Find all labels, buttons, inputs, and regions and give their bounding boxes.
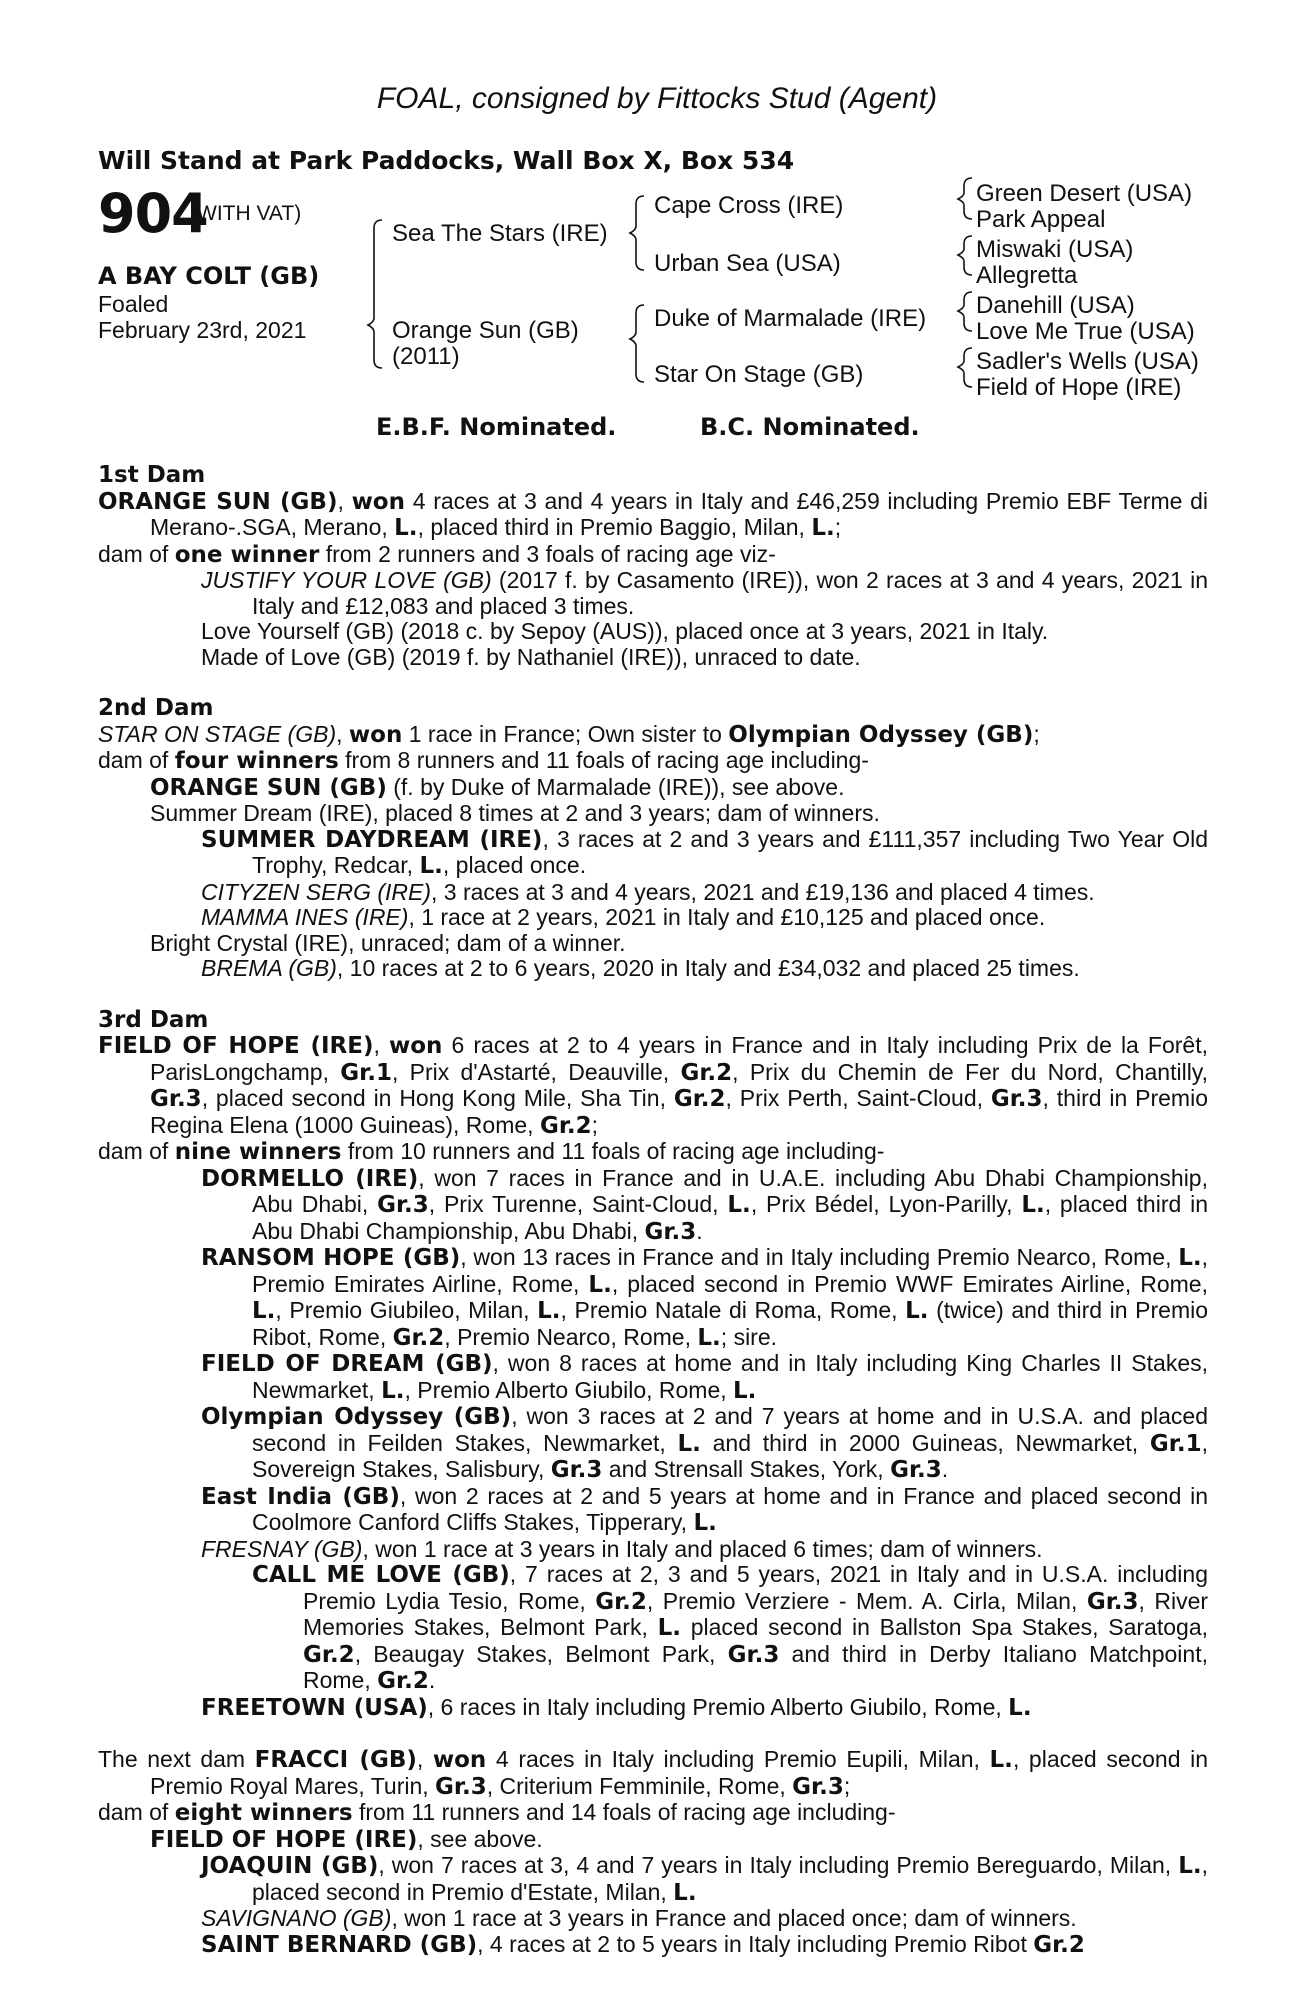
horse-name: FIELD OF HOPE (IRE) xyxy=(150,1826,418,1853)
horse-name: CITYZEN SERG (IRE) xyxy=(201,878,432,905)
produce-entry: Summer Dream (IRE), placed 8 times at 2 and 3 years; dam of winners. xyxy=(150,800,880,826)
produce-entry xyxy=(98,1484,1208,1537)
entry-text: , 3 races at 3 and 4 years, 2021 and £19,136 and placed 4 times. xyxy=(431,878,1095,905)
listed-marker: L. xyxy=(657,1615,681,1641)
grade-marker: Gr.2 xyxy=(539,1112,592,1139)
sire-sire: Cape Cross (IRE) xyxy=(654,192,844,219)
entry-text: . xyxy=(696,1217,703,1244)
grade-marker: Gr.3 xyxy=(644,1218,697,1245)
entry-text: , Premio Giubileo, Milan, xyxy=(275,1297,538,1323)
listed-marker: L. xyxy=(733,1377,757,1404)
gen3-2: Park Appeal xyxy=(976,206,1106,233)
listed-marker: L. xyxy=(588,1271,612,1298)
grade-marker: Gr.2 xyxy=(673,1086,726,1112)
produce-entry xyxy=(98,1932,1208,1959)
grade-marker: Gr.3 xyxy=(550,1457,603,1483)
second-dam-heading: 2nd Dam xyxy=(98,695,214,721)
grade-marker: Gr.2 xyxy=(595,1588,647,1615)
lot-number: 904 xyxy=(98,182,208,245)
produce-entry xyxy=(98,1404,1208,1484)
record-text: ; xyxy=(1033,720,1040,747)
entry-text: , 4 races at 2 to 5 years in Italy including Premio Ribot xyxy=(477,1930,1034,1957)
produce-entry xyxy=(98,568,1208,619)
entry-text: and third in Derby Italiano Matchpoint, Rome, xyxy=(303,1640,1208,1693)
produce-entry xyxy=(98,905,1208,931)
horse-name: ORANGE SUN (GB) xyxy=(98,488,338,515)
entry-text: , 3 races at 2 and 3 years and £111,357 including Two Year Old Trophy, Redcar, xyxy=(252,825,1208,878)
third-dam-record: FIELD OF HOPE (IRE), won 6 races at 2 to 4 years in France and in Italy including Prix de la Forêt, ParisLongchamp, Gr.1, Prix d'Astarté, Deauville, Gr.2, Prix du Chemin de Fer du Nord, Chantilly, Gr.3, placed second in Hong Kong Mile, Sha Tin, Gr.2, Prix Perth, Saint-Cloud, Gr.3, third in Premio Regina Elena (1000 Guineas), Rome, Gr.2; xyxy=(98,1032,1209,1139)
grade-marker: Gr.2 xyxy=(303,1641,355,1668)
produce-entry: Bright Crystal (IRE), unraced; dam of a winner. xyxy=(150,929,626,956)
summary-text: from 11 runners and 14 foals of racing age including- xyxy=(352,1799,896,1825)
listed-marker: L. xyxy=(1178,1245,1202,1271)
gen3-3: Miswaki (USA) xyxy=(976,236,1134,263)
record-text: , Criterium Femminile, Rome, xyxy=(486,1772,793,1799)
summary-text: dam of xyxy=(98,540,175,567)
summary-text: from 8 runners and 11 foals of racing age including- xyxy=(338,747,869,773)
won-label: won xyxy=(351,488,405,515)
grade-marker: Gr.3 xyxy=(990,1086,1043,1112)
horse-name: JOAQUIN (GB) xyxy=(201,1853,379,1879)
grade-marker: Gr.1 xyxy=(1149,1430,1202,1457)
grade-marker: Gr.3 xyxy=(435,1773,487,1800)
listed-marker: L. xyxy=(905,1298,929,1324)
produce-entry xyxy=(98,1245,1208,1351)
produce-entry xyxy=(98,775,1208,802)
entry-text: , 6 races in Italy including Premio Alberto Giubilo, Rome, xyxy=(427,1693,1009,1720)
grade-marker: Gr.2 xyxy=(392,1324,445,1351)
produce-summary xyxy=(98,542,1208,569)
summary-text: dam of xyxy=(98,1799,175,1825)
first-dam-record: ORANGE SUN (GB), won 4 races at 3 and 4 years in Italy and £46,259 including Premio EBF Terme di Merano-.SGA, Merano, L., placed third in Premio Baggio, Milan, L.; xyxy=(98,487,1208,541)
listed-marker: L. xyxy=(381,1377,405,1404)
record-text: 6 races at 2 to 4 years in France and in Italy including Prix de la Forêt, ParisLongchamp, xyxy=(150,1032,1209,1085)
winners-count: eight winners xyxy=(174,1800,353,1826)
winners-count: one winner xyxy=(174,541,320,568)
horse-name: RANSOM HOPE (GB) xyxy=(201,1245,461,1271)
horse-name: FIELD OF DREAM (GB) xyxy=(201,1351,493,1377)
record-text: The next dam xyxy=(98,1746,255,1772)
produce-entry xyxy=(98,1695,1208,1722)
gen3-4: Allegretta xyxy=(976,262,1078,289)
third-dam-heading: 3rd Dam xyxy=(98,1006,209,1033)
record-text: 1 race in France; Own sister to xyxy=(402,720,729,747)
entry-text: , won 1 race at 3 years in France and placed once; dam of winners. xyxy=(391,1905,1077,1931)
horse-name: SUMMER DAYDREAM (IRE) xyxy=(201,826,543,853)
produce-entry xyxy=(98,1537,1208,1563)
listed-marker: L. xyxy=(693,1510,717,1536)
entry-text: , Prix Bédel, Lyon-Parilly, xyxy=(750,1191,1022,1217)
gen3-1: Green Desert (USA) xyxy=(976,180,1193,207)
entry-text: , 7 races at 2, 3 and 5 years, 2021 in Italy and in U.S.A. including Premio Lydia Tesio, Rome, xyxy=(303,1561,1208,1614)
entry-text: , won 1 race at 3 years in Italy and placed 6 times; dam of winners. xyxy=(362,1535,1043,1562)
foaled-date: February 23rd, 2021 xyxy=(98,317,307,343)
entry-text: , Beaugay Stakes, Belmont Park, xyxy=(354,1640,728,1667)
produce-entry xyxy=(98,1562,1208,1695)
horse-name: BREMA (GB) xyxy=(201,955,337,981)
entry-text: , see above. xyxy=(417,1825,543,1852)
gen3-8: Field of Hope (IRE) xyxy=(976,374,1182,401)
grade-marker: Gr.3 xyxy=(1086,1588,1139,1615)
entry-text: , placed third in Abu Dhabi Championship, Abu Dhabi, xyxy=(252,1191,1208,1244)
horse-name: ORANGE SUN (GB) xyxy=(150,774,387,801)
winners-count: nine winners xyxy=(174,1139,342,1165)
record-text: , placed third in Premio Baggio, Milan, xyxy=(417,514,812,540)
sire-dam: Urban Sea (USA) xyxy=(654,250,841,277)
listed-marker: L. xyxy=(1021,1192,1045,1218)
horse-name: CALL ME LOVE (GB) xyxy=(252,1562,510,1588)
grade-marker: Gr.2 xyxy=(1033,1931,1085,1958)
won-label: won xyxy=(388,1033,443,1059)
grade-marker: Gr.3 xyxy=(792,1773,844,1800)
entry-text: , Premio Nearco, Rome, xyxy=(444,1323,698,1350)
produce-entry xyxy=(98,1827,1208,1854)
entry-text: , 1 race at 2 years, 2021 in Italy and £10,125 and placed once. xyxy=(408,904,1046,930)
entry-text: . xyxy=(428,1667,436,1693)
entry-text: , won 3 races at 2 and 7 years at home and in U.S.A. and placed second in Feilden Stakes, Newmarket, xyxy=(252,1403,1208,1456)
listed-marker: L. xyxy=(989,1747,1013,1773)
winners-count: four winners xyxy=(174,748,339,774)
entry-text: and third in 2000 Guineas, Newmarket, xyxy=(700,1429,1150,1456)
won-label: won xyxy=(348,721,403,748)
catalogue-body xyxy=(98,463,1208,1958)
record-text: , third in Premio Regina Elena (1000 Guineas), Rome, xyxy=(150,1085,1208,1138)
grade-marker: Gr.3 xyxy=(377,1192,429,1218)
grade-marker: Gr.3 xyxy=(150,1086,202,1112)
dam-year: (2011) xyxy=(392,343,460,370)
record-text: , Prix Perth, Saint-Cloud, xyxy=(725,1085,991,1111)
horse-name: Olympian Odyssey (GB) xyxy=(201,1404,512,1430)
entry-text: (f. by Duke of Marmalade (IRE)), see above. xyxy=(386,773,845,800)
ebf-nomination: E.B.F. Nominated. xyxy=(376,413,617,441)
entry-text: , Prix Turenne, Saint-Cloud, xyxy=(428,1191,728,1217)
entry-text: , won 8 races at home and in Italy including King Charles II Stakes, Newmarket, xyxy=(252,1350,1208,1403)
horse-name: FREETOWN (USA) xyxy=(201,1694,428,1721)
entry-text: , Premio Natale di Roma, Rome, xyxy=(560,1297,906,1323)
produce-entry xyxy=(98,956,1208,982)
dam-sire: Duke of Marmalade (IRE) xyxy=(654,305,927,332)
produce-entry: Love Yourself (GB) (2018 c. by Sepoy (AUS)), placed once at 3 years, 2021 in Italy. xyxy=(201,618,1049,644)
grade-marker: Gr.2 xyxy=(680,1059,733,1086)
listed-marker: L. xyxy=(673,1879,697,1906)
gen3-5: Danehill (USA) xyxy=(976,292,1135,319)
grade-marker: Gr.2 xyxy=(377,1668,429,1694)
horse-name: SAINT BERNARD (GB) xyxy=(201,1931,478,1958)
won-label: won xyxy=(432,1747,487,1773)
produce-entry xyxy=(98,1853,1208,1906)
produce-entry xyxy=(98,827,1208,880)
produce-entry xyxy=(98,880,1208,906)
produce-summary xyxy=(98,748,1208,775)
sire: Sea The Stars (IRE) xyxy=(392,220,608,247)
entry-text: ; sire. xyxy=(720,1323,778,1350)
entry-text: . xyxy=(941,1456,949,1482)
entry-text: (twice) and third in Premio Ribot, Rome, xyxy=(252,1297,1209,1350)
record-text: 4 races at 3 and 4 years in Italy and £46,259 including Premio EBF Terme di Merano-.SGA, Merano, xyxy=(150,487,1208,540)
listed-marker: L. xyxy=(252,1298,276,1324)
record-text: , placed second in Hong Kong Mile, Sha Tin, xyxy=(201,1085,674,1111)
listed-marker: L. xyxy=(419,853,443,879)
horse-name: East India (GB) xyxy=(201,1483,400,1510)
listed-marker: L. xyxy=(697,1324,721,1351)
listed-marker: L. xyxy=(394,515,418,541)
gen3-7: Sadler's Wells (USA) xyxy=(976,348,1199,375)
entry-text: and Strensall Stakes, York, xyxy=(602,1456,891,1482)
horse-description: A BAY COLT (GB) xyxy=(98,262,320,290)
horse-name: DORMELLO (IRE) xyxy=(201,1165,419,1192)
horse-name: JUSTIFY YOUR LOVE (GB) xyxy=(201,567,492,593)
produce-entry xyxy=(98,1906,1208,1932)
entry-text: , won 7 races at 3, 4 and 7 years in Italy including Premio Bereguardo, Milan, xyxy=(378,1852,1179,1878)
listed-marker: L. xyxy=(1008,1694,1032,1721)
horse-name: FIELD OF HOPE (IRE) xyxy=(98,1033,374,1059)
next-dam-record: The next dam FRACCI (GB), won 4 races in Italy including Premio Eupili, Milan, L., placed second in Premio Royal Mares, Turin, Gr.3, Criterium Femminile, Rome, Gr.3; xyxy=(98,1746,1208,1800)
entry-text: , Premio Alberto Giubilo, Rome, xyxy=(404,1376,734,1403)
horse-name: Olympian Odyssey (GB) xyxy=(728,721,1034,748)
record-text: ; xyxy=(591,1111,599,1138)
record-text: , placed second in Premio Royal Mares, Turin, xyxy=(150,1746,1208,1799)
horse-name: FRACCI (GB) xyxy=(254,1747,417,1773)
first-dam-heading: 1st Dam xyxy=(98,462,206,488)
stand-location: Will Stand at Park Paddocks, Wall Box X, Box 534 xyxy=(98,146,795,175)
entry-text: , River Memories Stakes, Belmont Park, xyxy=(303,1587,1209,1640)
bc-nomination: B.C. Nominated. xyxy=(700,413,920,441)
entry-text: (2017 f. by Casamento (IRE)), won 2 races at 3 and 4 years, 2021 in Italy and £12,083 and placed 3 times. xyxy=(252,567,1209,619)
record-text: ; xyxy=(843,1772,851,1799)
horse-name: FRESNAY (GB) xyxy=(201,1535,363,1562)
entry-text: , won 13 races in France and in Italy including Premio Nearco, Rome, xyxy=(460,1244,1179,1270)
dam-name: Orange Sun (GB) xyxy=(392,317,579,344)
record-text: , Prix du Chemin de Fer du Nord, Chantilly, xyxy=(732,1058,1208,1085)
horse-name: MAMMA INES (IRE) xyxy=(201,904,409,930)
foaled-label: Foaled xyxy=(98,291,169,317)
entry-text: placed second in Ballston Spa Stakes, Saratoga, xyxy=(680,1614,1208,1640)
entry-text: , placed once. xyxy=(442,852,587,878)
grade-marker: Gr.3 xyxy=(890,1457,942,1483)
horse-name: SAVIGNANO (GB) xyxy=(201,1905,392,1931)
summary-text: dam of xyxy=(98,1138,175,1164)
grade-marker: Gr.1 xyxy=(340,1059,392,1086)
horse-name: STAR ON STAGE (GB) xyxy=(98,720,337,747)
grade-marker: Gr.3 xyxy=(727,1641,780,1668)
produce-entry xyxy=(98,1166,1208,1246)
page-title: FOAL, consigned by Fittocks Stud (Agent) xyxy=(376,82,938,115)
dam-dam: Star On Stage (GB) xyxy=(654,361,864,388)
produce-entry: Made of Love (GB) (2019 f. by Nathaniel (IRE)), unraced to date. xyxy=(201,643,861,670)
record-text: , Prix d'Astarté, Deauville, xyxy=(391,1058,681,1085)
summary-text: dam of xyxy=(98,747,175,773)
produce-summary xyxy=(98,1139,1208,1166)
listed-marker: L. xyxy=(537,1298,561,1324)
entry-text: , won 2 races at 2 and 5 years at home and in France and placed second in Coolmore Canford Cliffs Stakes, Tipperary, xyxy=(252,1482,1208,1535)
summary-text: from 2 runners and 3 foals of racing age viz- xyxy=(319,540,776,567)
listed-marker: L. xyxy=(1178,1853,1202,1879)
second-dam-record: STAR ON STAGE (GB), won 1 race in France; Own sister to Olympian Odyssey (GB); xyxy=(98,720,1040,748)
summary-text: from 10 runners and 11 foals of racing age including- xyxy=(341,1138,885,1164)
entry-text: , won 7 races in France and in U.A.E. including Abu Dhabi Championship, Abu Dhabi, xyxy=(252,1164,1208,1217)
produce-entry xyxy=(98,1351,1208,1404)
listed-marker: L. xyxy=(811,515,835,541)
entry-text: , placed second in Premio d'Estate, Milan, xyxy=(252,1852,1208,1905)
listed-marker: L. xyxy=(677,1430,701,1457)
produce-summary xyxy=(98,1800,1208,1827)
entry-text: , placed second in Premio WWF Emirates Airline, Rome, xyxy=(611,1270,1208,1297)
gen3-6: Love Me True (USA) xyxy=(976,318,1195,345)
record-text: 4 races in Italy including Premio Eupili, Milan, xyxy=(486,1746,990,1772)
record-text: ; xyxy=(834,514,842,540)
entry-text: , Sovereign Stakes, Salisbury, xyxy=(252,1429,1208,1482)
vat-note: (WITH VAT) xyxy=(190,202,302,225)
entry-text: , Premio Emirates Airline, Rome, xyxy=(252,1244,1208,1297)
entry-text: , 10 races at 2 to 6 years, 2020 in Italy and £34,032 and placed 25 times. xyxy=(336,955,1080,981)
entry-text: , Premio Verziere - Mem. A. Cirla, Milan, xyxy=(646,1587,1087,1614)
listed-marker: L. xyxy=(727,1192,751,1218)
